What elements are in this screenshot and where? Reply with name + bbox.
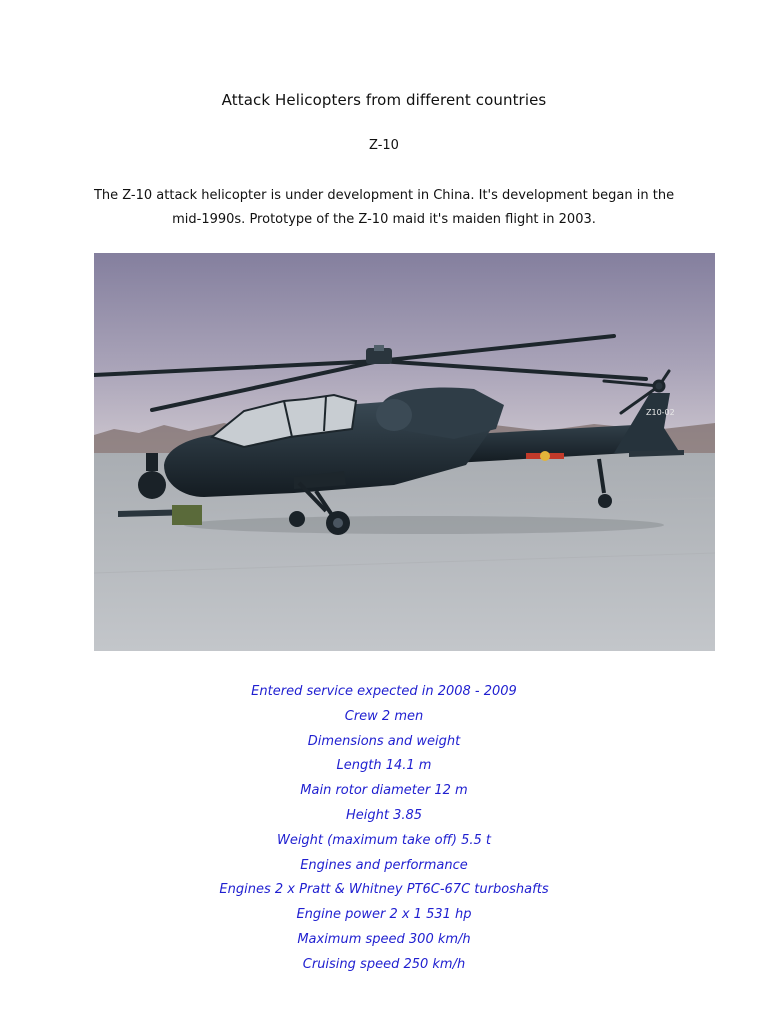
spec-rotor-diameter: Main rotor diameter 12 m xyxy=(300,783,468,799)
nose-sensor xyxy=(138,471,166,499)
helicopter-illustration xyxy=(94,253,715,651)
spec-max-speed: Maximum speed 300 km/h xyxy=(297,931,471,947)
spec-entered-service: Entered service expected in 2008 - 2009 xyxy=(251,684,517,699)
page-title: Attack Helicopters from different countries xyxy=(221,91,547,109)
intro-paragraph: The Z-10 attack helicopter is under development in China. It's development began in the mid-1990s. Prototype of the Z-10 maid it's maiden flight in 2003. xyxy=(93,188,675,227)
section-subtitle: Z-10 xyxy=(369,138,399,153)
spec-length: Length 14.1 m xyxy=(336,758,432,774)
spec-engine-power: Engine power 2 x 1 531 hp xyxy=(296,907,472,923)
spec-crew: Crew 2 men xyxy=(344,708,424,724)
helicopter-photo xyxy=(94,253,715,651)
tail-marking: Z10-02 xyxy=(646,408,675,417)
spec-height: Height 3.85 xyxy=(345,807,423,823)
spec-list xyxy=(0,680,768,978)
spec-heading-engines: Engines and performance xyxy=(300,857,468,873)
spec-heading-dimensions: Dimensions and weight xyxy=(307,733,461,749)
spec-cruising-speed: Cruising speed 250 km/h xyxy=(302,956,466,972)
spec-weight: Weight (maximum take off) 5.5 t xyxy=(276,832,492,848)
spec-engines: Engines 2 x Pratt & Whitney PT6C-67C turboshafts xyxy=(219,882,549,898)
